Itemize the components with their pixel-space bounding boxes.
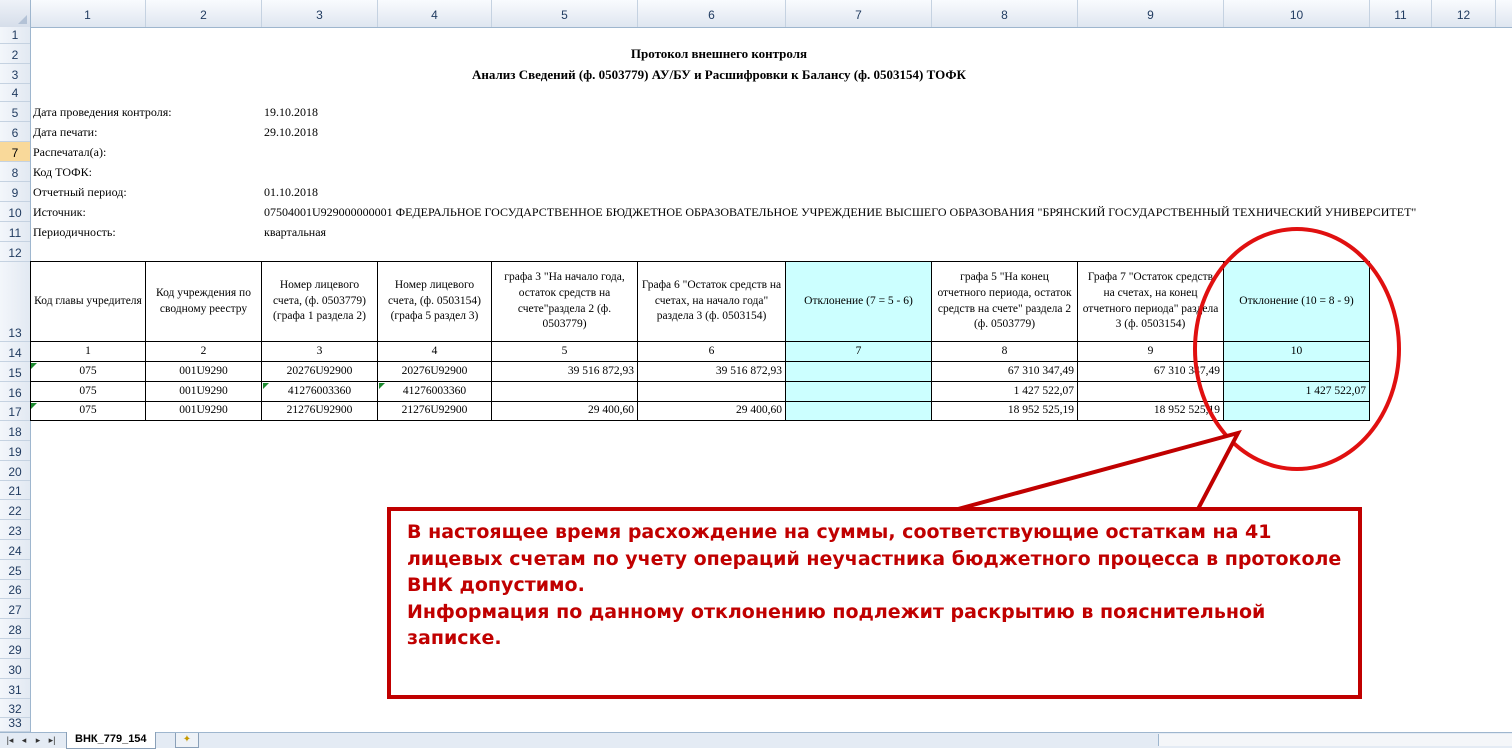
table-number-cell[interactable]: 4 [378,342,492,362]
last-sheet-icon[interactable]: ▸| [48,735,56,745]
table-header-cell[interactable]: Отклонение (10 = 8 - 9) [1224,262,1370,342]
callout-line: Информация по данному отклонению подлежит раскрытию в пояснительной [407,600,1266,623]
table-cell[interactable]: 29 400,60 [492,402,638,421]
info-label: Дата проведения контроля: [33,105,172,119]
table-cell[interactable]: 18 952 525,19 [1078,402,1224,421]
first-sheet-icon[interactable]: |◂ [6,735,14,745]
table-cell[interactable] [786,362,932,382]
table-cell[interactable]: 67 310 347,49 [1078,362,1224,382]
row-header[interactable]: 30 [0,659,30,679]
table-cell[interactable]: 20276U92900 [262,362,378,382]
table-cell[interactable]: 075 [30,362,146,382]
column-header[interactable]: 4 [378,0,492,27]
select-all-corner[interactable] [0,0,31,27]
error-indicator-icon [379,383,385,389]
info-value: квартальная [264,225,327,239]
table-number-cell[interactable]: 3 [262,342,378,362]
table-cell[interactable] [638,382,786,402]
row-header[interactable]: 1 [0,27,30,44]
table-number-cell[interactable]: 5 [492,342,638,362]
table-header-cell[interactable]: Графа 6 "Остаток средств на счетах, на начало года" раздела 3 (ф. 0503154) [638,262,786,342]
info-label: Распечатал(а): [33,145,107,159]
row-header[interactable]: 12 [0,242,30,262]
row-header[interactable]: 23 [0,520,30,540]
callout-line: записке. [407,627,502,649]
row-header[interactable]: 7 [0,142,30,162]
info-value: 01.10.2018 [264,185,318,199]
row-header[interactable]: 31 [0,679,30,699]
table-cell[interactable]: 29 400,60 [638,402,786,421]
error-indicator-icon [263,383,269,389]
row-header[interactable]: 24 [0,540,30,560]
table-cell[interactable] [1224,402,1370,421]
error-indicator-icon [31,403,37,409]
error-indicator-icon [31,363,37,369]
column-header[interactable]: 10 [1224,0,1370,27]
table-header-cell[interactable]: Графа 7 "Остаток средств на счетах, на конец отчетного периода" раздела 3 (ф. 0503154) [1078,262,1224,342]
row-header[interactable]: 4 [0,84,30,102]
table-cell[interactable]: 41276003360 [262,382,378,402]
table-header-cell[interactable]: Номер лицевого счета, (ф. 0503154) (графа 5 раздел 3) [378,262,492,342]
table-cell[interactable]: 1 427 522,07 [932,382,1078,402]
prev-sheet-icon[interactable]: ◂ [21,735,27,745]
table-cell[interactable]: 18 952 525,19 [932,402,1078,421]
column-header[interactable]: 1 [30,0,146,27]
row-header[interactable]: 5 [0,102,30,122]
table-cell[interactable]: 20276U92900 [378,362,492,382]
row-header[interactable]: 6 [0,122,30,142]
callout-line: лицевых счетам по учету операций неучастника бюджетного процесса в протоколе [407,547,1342,570]
insert-sheet-icon[interactable]: ✦ [175,733,199,748]
table-cell[interactable]: 21276U92900 [378,402,492,421]
table-cell[interactable]: 39 516 872,93 [638,362,786,382]
row-header[interactable]: 32 [0,699,30,718]
info-label: Дата печати: [33,125,98,139]
sheet-tab-bar [0,732,1512,748]
table-cell[interactable]: 41276003360 [378,382,492,402]
row-header[interactable]: 29 [0,639,30,659]
callout-pointer [940,425,1260,515]
info-value: 29.10.2018 [264,125,318,139]
table-number-cell[interactable]: 2 [146,342,262,362]
row-header[interactable]: 28 [0,619,30,639]
table-cell[interactable]: 075 [30,382,146,402]
row-header[interactable]: 2 [0,44,30,64]
info-label: Источник: [33,205,86,219]
column-header[interactable]: 3 [262,0,378,27]
table-number-cell[interactable]: 10 [1224,342,1370,362]
table-cell[interactable]: 001U9290 [146,382,262,402]
row-header[interactable]: 13 [0,262,30,342]
row-header[interactable]: 27 [0,599,30,619]
table-number-cell[interactable]: 9 [1078,342,1224,362]
row-header[interactable]: 3 [0,64,30,84]
sheet-tab[interactable]: ВНК_779_154 [66,732,156,749]
info-label: Периодичность: [33,225,116,239]
table-cell[interactable]: 075 [30,402,146,421]
table-cell[interactable] [492,382,638,402]
column-header[interactable]: 6 [638,0,786,27]
info-label: Код ТОФК: [33,165,92,179]
row-header[interactable]: 10 [0,202,30,222]
callout-line: В настоящее время расхождение на суммы, соответствующие остаткам на 41 [407,521,1272,543]
row-header[interactable]: 19 [0,441,30,461]
row-header[interactable]: 9 [0,182,30,202]
table-header-cell[interactable]: Отклонение (7 = 5 - 6) [786,262,932,342]
table-number-cell[interactable]: 6 [638,342,786,362]
table-number-cell[interactable]: 1 [30,342,146,362]
table-number-cell[interactable]: 8 [932,342,1078,362]
horizontal-scrollbar[interactable] [1158,734,1512,746]
report-title: Протокол внешнего контроля [630,46,808,61]
next-sheet-icon[interactable]: ▸ [35,735,41,745]
column-header[interactable]: 9 [1078,0,1224,27]
column-header[interactable]: 5 [492,0,638,27]
report-subtitle: Анализ Сведений (ф. 0503779) АУ/БУ и Расшифровки к Балансу (ф. 0503154) ТОФК [472,67,966,82]
info-value: 19.10.2018 [264,105,318,119]
column-header-bar [0,0,1512,28]
column-header[interactable]: 7 [786,0,932,27]
row-header[interactable]: 14 [0,342,30,362]
row-header[interactable]: 22 [0,500,30,520]
table-cell[interactable]: 001U9290 [146,402,262,421]
table-cell[interactable]: 1 427 522,07 [1224,382,1370,402]
table-header-cell[interactable]: Код учреждения по сводному реестру [146,262,262,342]
row-header[interactable]: 15 [0,362,30,382]
row-header[interactable]: 21 [0,481,30,500]
column-header[interactable]: 11 [1370,0,1432,27]
table-header-cell[interactable]: Номер лицевого счета, (ф. 0503779) (графа 1 раздела 2) [262,262,378,342]
row-header-bar [0,27,31,732]
row-header[interactable]: 25 [0,560,30,580]
column-header[interactable]: 8 [932,0,1078,27]
callout-box [387,507,1362,699]
row-header[interactable]: 17 [0,402,30,421]
table-header-cell[interactable]: графа 5 "На конец отчетного периода, остаток средств на счете" раздела 2 (ф. 0503779) [932,262,1078,342]
table-cell[interactable] [1224,362,1370,382]
row-header[interactable]: 33 [0,718,30,732]
table-cell[interactable]: 67 310 347,49 [932,362,1078,382]
row-header[interactable]: 8 [0,162,30,182]
table-cell[interactable]: 001U9290 [146,362,262,382]
info-value: 07504001U929000000001 ФЕДЕРАЛЬНОЕ ГОСУДАРСТВЕННОЕ БЮДЖЕТНОЕ ОБРАЗОВАТЕЛЬНОЕ УЧРЕЖДЕНИЕ ВЫСШЕГО ОБРАЗОВАНИЯ "БРЯНСКИЙ ГОСУДАРСТВЕННЫЙ ТЕХНИЧЕСКИЙ УНИВЕРСИТЕТ" [264,205,1417,219]
row-header[interactable]: 11 [0,222,30,242]
table-cell[interactable]: 21276U92900 [262,402,378,421]
table-top-border [30,261,1370,262]
column-header[interactable]: 12 [1432,0,1496,27]
row-header[interactable]: 20 [0,461,30,481]
callout-line: ВНК допустимо. [407,574,585,596]
table-cell[interactable] [786,382,932,402]
table-cell[interactable] [786,402,932,421]
table-header-cell[interactable]: графа 3 "На начало года, остаток средств на счете"раздела 2 (ф. 0503779) [492,262,638,342]
row-header[interactable]: 18 [0,421,30,441]
row-header[interactable]: 26 [0,580,30,599]
table-number-cell[interactable]: 7 [786,342,932,362]
column-header[interactable]: 2 [146,0,262,27]
table-cell[interactable] [1078,382,1224,402]
table-cell[interactable]: 39 516 872,93 [492,362,638,382]
table-header-cell[interactable]: Код главы учредителя [30,262,146,342]
row-header[interactable]: 16 [0,382,30,402]
info-label: Отчетный период: [33,185,127,199]
